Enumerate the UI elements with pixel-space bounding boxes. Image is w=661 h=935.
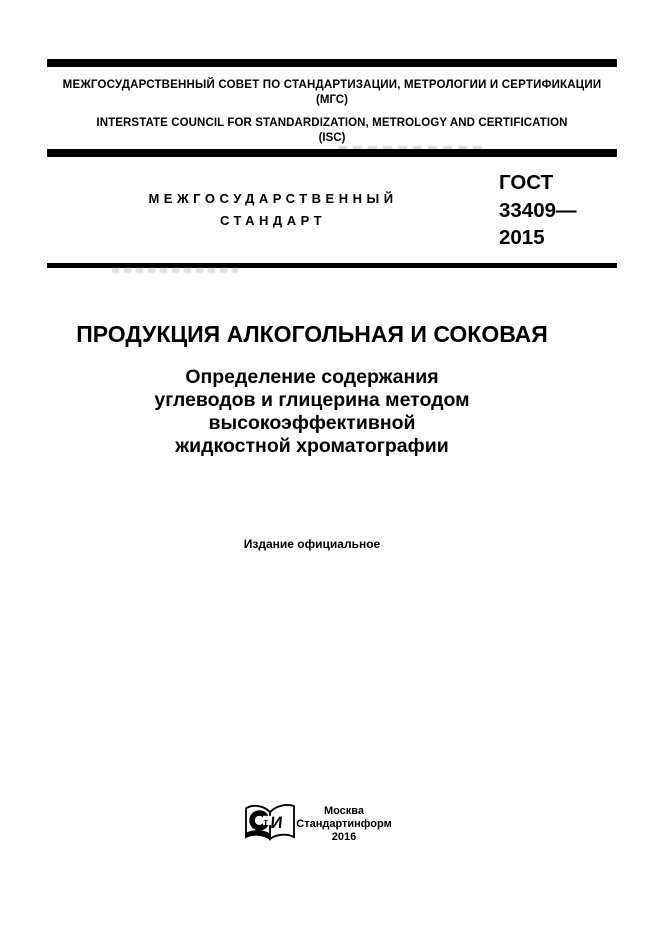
document-subtitle [47, 366, 577, 458]
logo-letter-t: т [263, 817, 269, 827]
imprint [296, 805, 392, 844]
subtitle-line: Определение содержания [185, 366, 439, 388]
scan-artifact [112, 268, 238, 273]
standard-type-line1: МЕЖГОСУДАРСТВЕННЫЙ [148, 191, 398, 206]
standartinform-logo-icon [242, 801, 298, 849]
council-abbr-ru: (МГС) [316, 94, 348, 106]
standard-type [47, 188, 499, 232]
document-title: ПРОДУКЦИЯ АЛКОГОЛЬНАЯ И СОКОВАЯ [76, 321, 548, 347]
subtitle-line: высокоэффективной [208, 412, 416, 434]
imprint-publisher: Стандартинформ [296, 818, 392, 830]
logo-letter-i: И [269, 812, 284, 832]
imprint-city: Москва [323, 805, 365, 817]
council-name-ru: МЕЖГОСУДАРСТВЕННЫЙ СОВЕТ ПО СТАНДАРТИЗАЦИИ, МЕТРОЛОГИИ И СЕРТИФИКАЦИИ [62, 79, 602, 91]
council-name-en: INTERSTATE COUNCIL FOR STANDARDIZATION, METROLOGY AND CERTIFICATION [96, 117, 568, 129]
middle-rule [47, 149, 617, 157]
imprint-year: 2016 [331, 831, 357, 843]
top-rule [47, 59, 617, 67]
standard-code-line2: 33409— [499, 198, 577, 222]
standard-code [499, 169, 617, 252]
standard-type-line2: СТАНДАРТ [219, 213, 327, 228]
standard-code-line3: 2015 [499, 226, 545, 249]
subtitle-line: углеводов и глицерина методом [154, 389, 470, 411]
council-abbr-en: (ISC) [318, 132, 346, 144]
council-header [47, 78, 617, 145]
subtitle-line: жидкостной хроматографии [175, 435, 449, 457]
edition-note: Издание официальное [243, 537, 381, 551]
standard-code-line1: ГОСТ [499, 171, 554, 194]
